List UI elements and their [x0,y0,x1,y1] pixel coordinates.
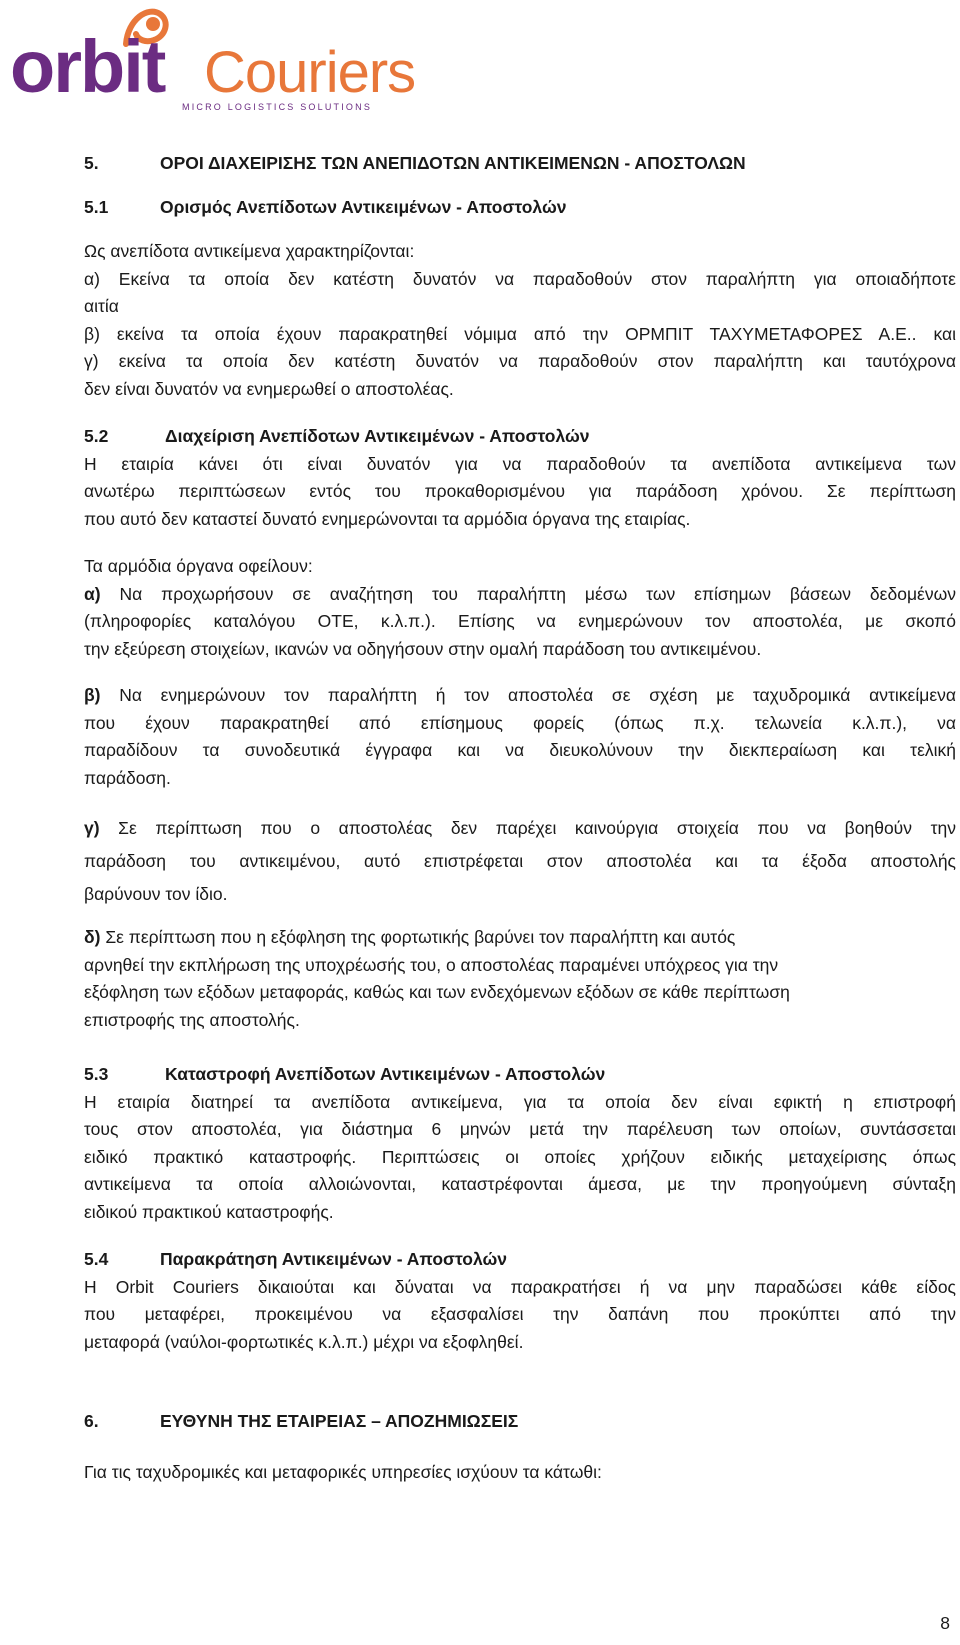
item-label: δ) [84,927,101,947]
text-line: (πληροφορίες καταλόγου ΟΤΕ, κ.λ.π.). Επίσης να ενημερώνουν τον αποστολέα, με σκοπό [84,611,956,631]
text-line: αιτία [84,296,119,316]
section-5-1-body [84,238,956,403]
item-label: α) [84,583,101,604]
item-g: γ) Σε περίπτωση που ο αποστολέας δεν παρέχει καινούργια στοιχεία που να βοηθούν την παράδοση του αντικειμένου, αυτό επιστρέφεται στον αποστολέα και τα έξοδα αποστολής βαρύνουν τον ίδιο. [84,812,956,911]
item-a: α) Να προχωρήσουν σε αναζήτηση του παραλήπτη μέσω των επίσημων βάσεων δεδομένων (πληροφορίες καταλόγου ΟΤΕ, κ.λ.π.). Επίσης να ενημερώνουν τον αποστολέα, με σκοπό την εξεύρεση στοιχείων, ικανών να οδηγήσουν στην ομαλή παράδοση του αντικειμένου. [84,581,956,664]
text-line: βαρύνουν τον ίδιο. [84,884,228,904]
section-5-4-heading: 5.4 Παρακράτηση Αντικειμένων - Αποστολών [84,1249,508,1269]
section-5-heading: 5. ΟΡΟΙ ΔΙΑΧΕΙΡΙΣΗΣ ΤΩΝ ΑΝΕΠΙΔΟΤΩΝ ΑΝΤΙΚΕΙΜΕΝΩΝ - ΑΠΟΣΤΟΛΩΝ [84,153,746,173]
text-line: αντικείμενα τα οποία αλλοιώνονται, καταστρέφονται άμεσα, με την προηγούμενη σύνταξη [84,1174,956,1194]
section-5-1-heading: 5.1 Ορισμός Ανεπίδοτων Αντικειμένων - Αποστολών [84,196,567,217]
text-line: αρνηθεί την εκπλήρωση της υποχρέωσής του, ο αποστολέας παραμένει υπόχρεος για την [84,954,779,975]
section-5-3-heading: 5.3 Καταστροφή Ανεπίδοτων Αντικειμένων - Αποστολών [84,1064,606,1084]
orbit-couriers-logo-icon [8,4,416,116]
text-line: την εξεύρεση στοιχείων, ικανών να οδηγήσουν στην ομαλή παράδοση του αντικειμένου. [84,638,762,659]
section-5-4-body [84,1274,956,1357]
text-line: που αυτό δεν καταστεί δυνατό ενημερώνονται τα αρμόδια όργανα της εταιρίας. [84,508,691,529]
text-line: α) Εκείνα τα οποία δεν κατέστη δυνατόν να παραδοθούν στον παραλήπτη για οποιαδήποτε [84,268,956,289]
text-line: τους στον αποστολέα, για διάστημα 6 μηνών μετά την παρέλευση των οποίων, συντάσσεται [84,1119,956,1139]
document-body [84,150,956,1486]
text-line: γ) εκείνα τα οποία δεν κατέστη δυνατόν να παραδοθούν στον παραλήπτη και ταυτόχρονα [84,351,956,371]
text-line: επιστροφής της αποστολής. [84,1009,300,1030]
item-label: β) [84,685,101,705]
section-6-heading: 6. ΕΥΘΥΝΗ ΤΗΣ ΕΤΑΙΡΕΙΑΣ – ΑΠΟΖΗΜΙΩΣΕΙΣ [84,1411,519,1431]
text-line: παράδοση του αντικειμένου, αυτό επιστρέφεται στον αποστολέα και τα έξοδα αποστολής [84,851,956,871]
text-line: παραδίδουν τα συνοδευτικά έγγραφα και να διευκολύνουν την διεκπεραίωση και τελική [84,740,956,760]
item-d: δ) Σε περίπτωση που η εξόφληση της φορτωτικής βαρύνει τον παραλήπτη και αυτός αρνηθεί την εκπλήρωση της υποχρέωσής του, ο αποστολέας παραμένει υπόχρεος για την εξόφληση των εξόδων μεταφοράς, καθώς και των ενδεχόμενων εξόδων σε κάθε περίπτωση επιστροφής της αποστολής. [84,924,956,1034]
text-line: μεταφορά (ναύλοι-φορτωτικές κ.λ.π.) μέχρι να εξοφληθεί. [84,1331,524,1352]
brand-couriers: Couriers [204,40,416,105]
section-6-intro: Για τις ταχυδρομικές και μεταφορικές υπηρεσίες ισχύουν τα κάτωθι: [84,1461,602,1482]
section-5-2-heading: 5.2 Διαχείριση Ανεπίδοτων Αντικειμένων - Αποστολών [84,426,590,446]
text-line: δεν είναι δυνατόν να ενημερωθεί ο αποστολέας. [84,378,454,399]
text-line: Η Orbit Couriers δικαιούται και δύναται να παρακρατήσει ή να μην παραδώσει κάθε είδος [84,1276,956,1297]
brand-orbit: orbit [10,25,165,108]
text-line: παράδοση. [84,767,171,788]
text-line: β) εκείνα τα οποία έχουν παρακρατηθεί νόμιμα από την ΟΡΜΠΙΤ ΤΑΧΥΜΕΤΑΦΟΡΕΣ Α.Ε.. και [84,323,956,344]
text-line: που μεταφέρει, προκειμένου να εξασφαλίσει την δαπάνη που προκύπτει από την [84,1304,956,1324]
page-number: 8 [940,1613,950,1633]
text-line: Η εταιρία διατηρεί τα ανεπίδοτα αντικείμενα, για τα οποία δεν είναι εφικτή η επιστροφή [84,1091,956,1112]
brand-tagline: MICRO LOGISTICS SOLUTIONS [182,102,373,112]
section-5-3-body [84,1089,956,1227]
organs-intro: Τα αρμόδια όργανα οφείλουν: [84,556,313,576]
text-line: Η εταιρία κάνει ότι είναι δυνατόν για να παραδοθούν τα ανεπίδοτα αντικείμενα των [84,453,956,474]
text-line: εξόφληση των εξόδων μεταφοράς, καθώς και των ενδεχόμενων εξόδων σε κάθε περίπτωση [84,982,790,1002]
text-line: ειδικό πρακτικό καταστροφής. Περιπτώσεις οι οποίες χρήζουν ειδικής μεταχείρισης όπως [84,1146,956,1167]
text-line: που έχουν παρακρατηθεί από επίσημους φορείς (όπως π.χ. τελωνεία κ.λ.π.), να [84,712,956,733]
section-5-2-body [84,451,956,534]
company-logo [8,4,416,116]
text-line: ανωτέρω περιπτώσεων εντός του προκαθορισμένου για παράδοση χρόνου. Σε περίπτωση [84,481,956,501]
text-line: Ως ανεπίδοτα αντικείμενα χαρακτηρίζονται: [84,241,415,261]
item-label: γ) [84,818,100,838]
text-line: ειδικού πρακτικού καταστροφής. [84,1201,334,1222]
item-b: β) Να ενημερώνουν τον παραλήπτη ή τον αποστολέα σε σχέση με ταχυδρομικά αντικείμενα που έχουν παρακρατηθεί από επίσημους φορείς (όπως π.χ. τελωνεία κ.λ.π.), να παραδίδουν τα συνοδευτικά έγγραφα και να διευκολύνουν την διεκπεραίωση και τελική παράδοση. [84,682,956,792]
